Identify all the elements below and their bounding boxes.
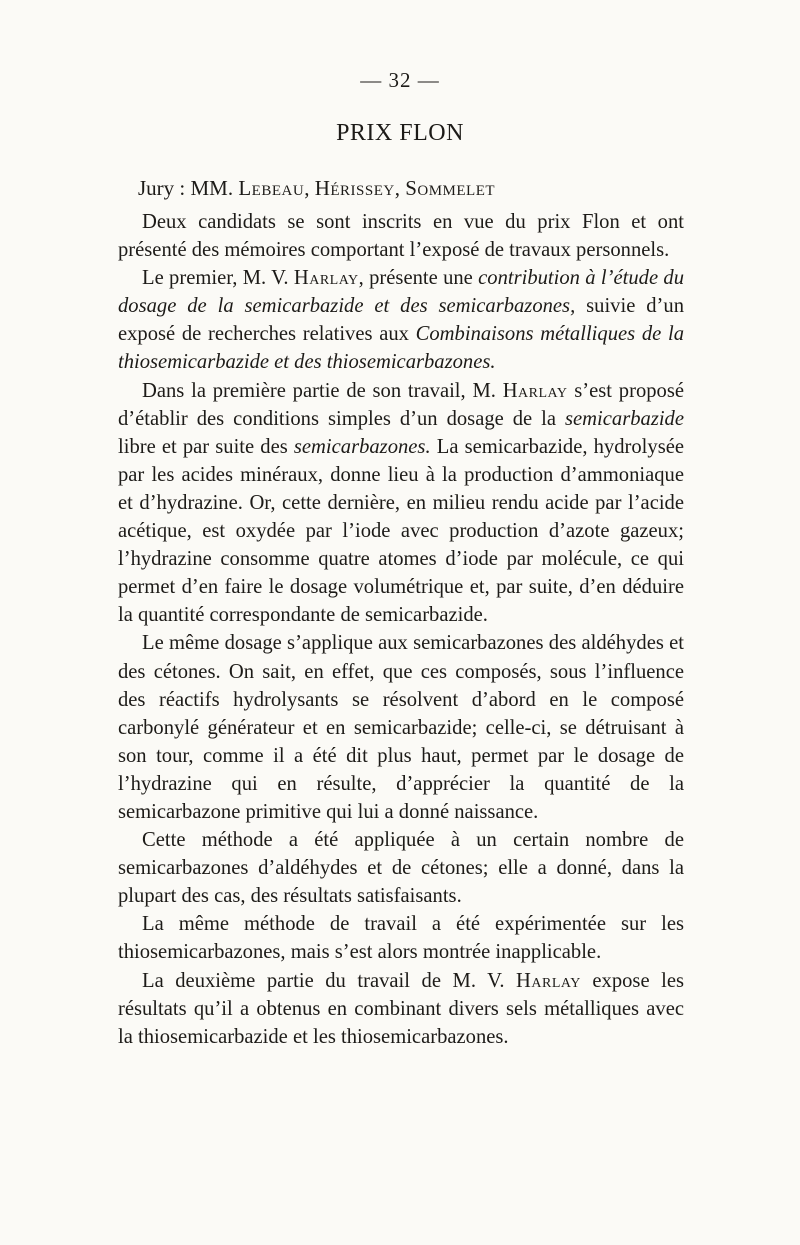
text-run: Le premier, M. V. (142, 267, 294, 290)
paragraph-first-part (118, 377, 684, 630)
paragraph-method-applied: Cette méthode a été appliquée à un certain nombre de semicarbazones d’aldéhydes et de cétones; elle a donné, dans la plupart des cas, des résultats satisfaisants. (118, 829, 684, 908)
memoir-title-contribution: contribution à l’étude du dosage de la semicarbazide et des semicarbazones, (118, 267, 685, 318)
jury-member-herissey: Hérissey (314, 176, 395, 200)
jury-separator: , (304, 176, 315, 200)
paragraph-thiosemicarbazones: La même méthode de travail a été expérimentée sur les thiosemicarbazones, mais s’est alors montrée inapplicable. (118, 913, 684, 964)
author-name-harlay: Harlay (502, 379, 568, 402)
author-name-harlay: Harlay (293, 267, 359, 290)
author-name-harlay: Harlay (516, 969, 581, 992)
jury-separator: , (394, 176, 406, 200)
term-semicarbazones: semicarbazones. (293, 435, 431, 458)
text-run: expose les résultats qu’il a obtenus en combinant divers sels métalliques avec la thiosemicarbazide et les thiosemicarbazones. (118, 969, 684, 1048)
text-run: suivie d’un exposé de recherches relatives aux (118, 295, 684, 346)
jury-member-sommelet: Sommelet (405, 176, 496, 200)
jury-member-lebeau: Lebeau (238, 176, 305, 200)
section-title: PRIX FLON (336, 120, 464, 146)
body-text (118, 208, 684, 1051)
memoir-title-combinaisons: Combinaisons métalliques de la thiosemicarbazide et des thiosemicarbazones. (118, 323, 684, 374)
jury-prefix: Jury : MM. (138, 176, 239, 200)
paragraph-first-candidate (118, 264, 684, 376)
term-semicarbazide: semicarbazide (565, 407, 684, 430)
page-number: — 32 — (360, 68, 440, 92)
paragraph-same-dosage: Le même dosage s’applique aux semicarbazones des aldéhydes et des cétones. On sait, en effet, que ces composés, sous l’influence des réactifs hydrolysants se résolvent d’abord en le composé carbonylé générateur et en semicarbazide; celle-ci, se détruisant à son tour, comme il a été dit plus haut, permet par le dosage de l’hydrazine qui en résulte, d’apprécier la quantité de la semicarbazone primitive qui lui a donné naissance. (118, 632, 684, 823)
text-run: Dans la première partie de son travail, M. (142, 379, 503, 402)
paragraph-second-part (118, 967, 684, 1051)
paragraph-candidates: Deux candidats se sont inscrits en vue du prix Flon et ont présenté des mémoires comportant l’exposé de travaux personnels. (118, 211, 684, 262)
text-run: s’est proposé d’établir des conditions simples d’un dosage de la (118, 379, 684, 430)
text-run: La deuxième partie du travail de M. V. (142, 969, 517, 992)
text-run: , présente une (358, 267, 479, 290)
text-run: La semicarbazide, hydrolysée par les acides minéraux, donne lieu à la production d’ammoniaque et d’hydrazine. Or, cette dernière, en milieu rendu acide par l’acide acétique, est oxydée par l’iode avec production d’azote gazeux; l’hydrazine consomme quatre atomes d’iode par molécule, ce qui permet d’en faire le dosage volumétrique et, par suite, d’en déduire la quantité correspondante de semicarbazide. (118, 435, 684, 627)
text-run: libre et par suite des (118, 435, 294, 458)
jury-line (138, 176, 698, 201)
